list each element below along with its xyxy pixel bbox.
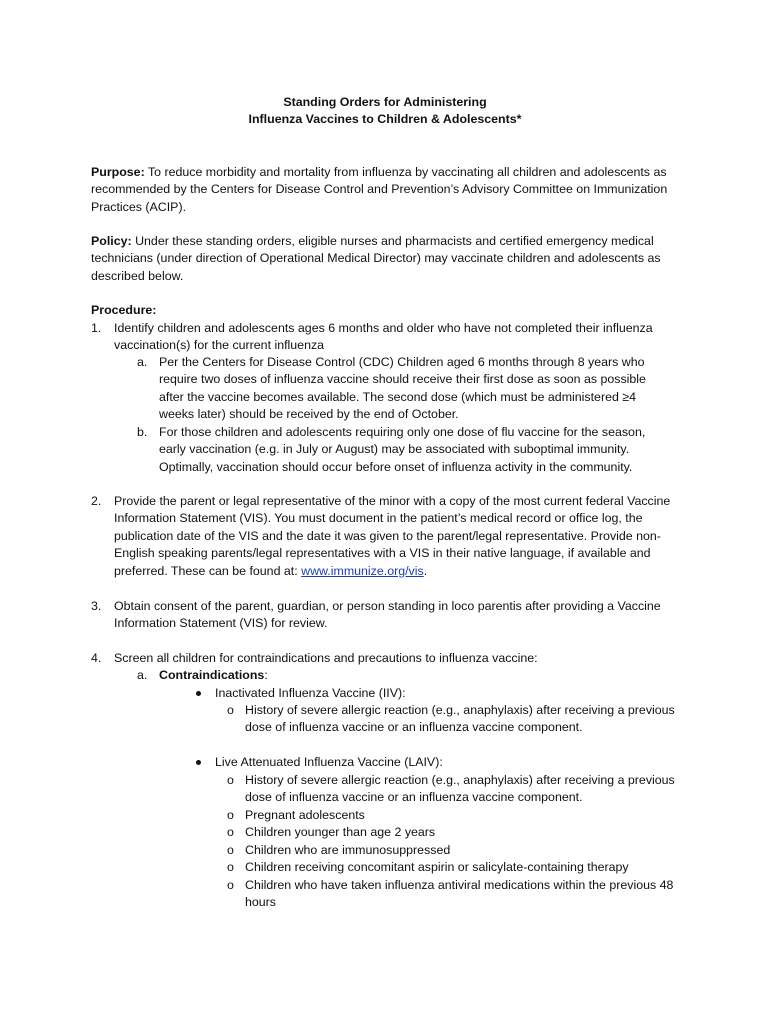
laiv-item-2: Pregnant adolescents — [245, 808, 365, 822]
laiv-label: Live Attenuated Influenza Vaccine (LAIV): — [215, 755, 443, 769]
item-1-number: 1. — [91, 321, 102, 335]
sub-bullet-icon: o — [227, 843, 234, 857]
item-2-number: 2. — [91, 494, 102, 508]
laiv-item-6: Children who have taken influenza antiviral medications within the previous 48 hours — [245, 878, 674, 910]
sub-bullet-icon: o — [227, 808, 234, 822]
policy-text: Under these standing orders, eligible nurses and pharmacists and certified emergency medical technicians (under direction of Operational Medical Director) may vaccinate children and adolescents as described below. — [91, 234, 661, 283]
document-title-line-2: Influenza Vaccines to Children & Adolescents* — [248, 112, 522, 126]
item-3-number: 3. — [91, 599, 102, 613]
item-2-text: Provide the parent or legal representative of the minor with a copy of the most current federal Vaccine Information Statement (VIS). You must document in the patient’s medical record or office log, the publication date of the VIS and the date it was given to the parent/legal representative. Provide non-English speaking parents/legal representatives with a VIS in their native language, if available and preferred. These can be found at: — [114, 494, 671, 578]
purpose-text: To reduce morbidity and mortality from influenza by vaccinating all children and adolescents as recommended by the Centers for Disease Control and Prevention’s Advisory Committee on Immunization Practices (ACIP). — [91, 165, 668, 214]
item-4-text: Screen all children for contraindications and precautions to influenza vaccine: — [114, 651, 538, 665]
iiv-label: Inactivated Influenza Vaccine (IIV): — [215, 686, 406, 700]
iiv-item-1: History of severe allergic reaction (e.g., anaphylaxis) after receiving a previous dose of influenza vaccine or an influenza vaccine component. — [245, 703, 675, 735]
contraindications-label: Contraindications — [159, 668, 265, 682]
sub-bullet-icon: o — [227, 860, 234, 874]
item-3-text: Obtain consent of the parent, guardian, or person standing in loco parentis after providing a Vaccine Information Statement (VIS) for review. — [114, 599, 661, 631]
contraindications-colon: : — [264, 668, 268, 682]
sub-bullet-icon: o — [227, 878, 234, 892]
purpose-label: Purpose: — [91, 165, 145, 179]
sub-bullet-icon: o — [227, 825, 234, 839]
document-title-line-1: Standing Orders for Administering — [283, 95, 487, 109]
procedure-heading: Procedure: — [91, 303, 157, 317]
item-4-number: 4. — [91, 651, 102, 665]
item-1a-text: Per the Centers for Disease Control (CDC) Children aged 6 months through 8 years who require two doses of influenza vaccine should receive their first dose as soon as possible after the vaccine becomes available. The second dose (which must be administered ≥4 weeks later) should be received by the end of October. — [159, 355, 646, 422]
sub-bullet-icon: o — [227, 773, 234, 787]
item-1b-text: For those children and adolescents requiring only one dose of flu vaccine for the season, early vaccination (e.g. in July or August) may be associated with suboptimal immunity. Optimally, vaccination should occur before onset of influenza activity in the community. — [159, 425, 646, 474]
item-2-paragraph — [114, 493, 689, 580]
contraindications-heading — [159, 667, 674, 684]
laiv-item-5: Children receiving concomitant aspirin or salicylate-containing therapy — [245, 860, 629, 874]
item-4a-letter: a. — [137, 668, 148, 682]
laiv-item-1: History of severe allergic reaction (e.g., anaphylaxis) after receiving a previous dose of influenza vaccine or an influenza vaccine component. — [245, 773, 675, 805]
item-1-text: Identify children and adolescents ages 6 months and older who have not completed their influenza vaccination(s) for the current influenza — [114, 321, 653, 353]
item-1b-letter: b. — [137, 425, 148, 439]
vis-link[interactable]: www.immunize.org/vis — [301, 563, 424, 578]
laiv-item-4: Children who are immunosuppressed — [245, 843, 451, 857]
item-2-period: . — [423, 563, 428, 578]
sub-bullet-icon: o — [227, 703, 234, 717]
laiv-item-3: Children younger than age 2 years — [245, 825, 436, 839]
policy-paragraph — [91, 233, 686, 285]
policy-label: Policy: — [91, 234, 132, 248]
bullet-icon — [196, 685, 206, 695]
purpose-paragraph — [91, 164, 686, 216]
bullet-icon — [196, 754, 206, 764]
item-1a-letter: a. — [137, 355, 148, 369]
